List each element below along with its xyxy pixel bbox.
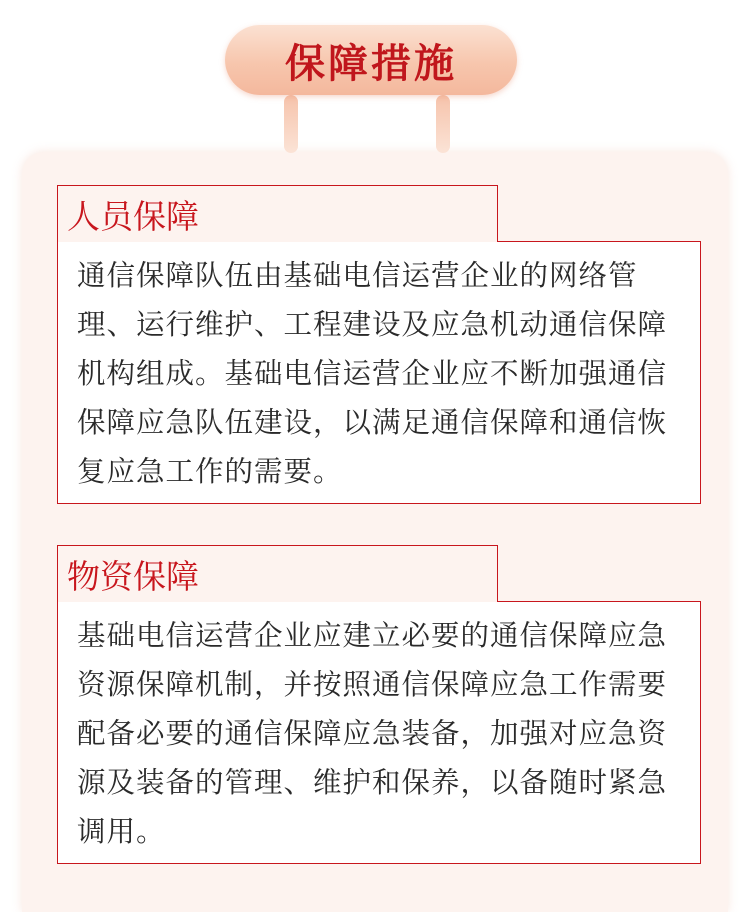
left-connector-bar (284, 95, 298, 153)
section-heading-text: 物资保障 (67, 556, 199, 596)
section-heading-text: 人员保障 (67, 196, 199, 236)
section-heading-materials (57, 545, 498, 602)
section-body-materials (57, 601, 701, 864)
section-heading-personnel (57, 185, 498, 242)
page-title-badge (225, 25, 517, 95)
section-body-text: 通信保障队伍由基础电信运营企业的网络管理、运行维护、工程建设及应急机动通信保障机构组成。基础电信运营企业应不断加强通信保障应急队伍建设，以满足通信保障和通信恢复应急工作的需要。 (77, 259, 668, 488)
page-title: 保障措施 (285, 40, 457, 87)
section-body-text: 基础电信运营企业应建立必要的通信保障应急资源保障机制，并按照通信保障应急工作需要配备必要的通信保障应急装备，加强对应急资源及装备的管理、维护和保养，以备随时紧急调用。 (77, 619, 668, 848)
right-connector-bar (436, 95, 450, 153)
section-body-personnel (57, 241, 701, 504)
